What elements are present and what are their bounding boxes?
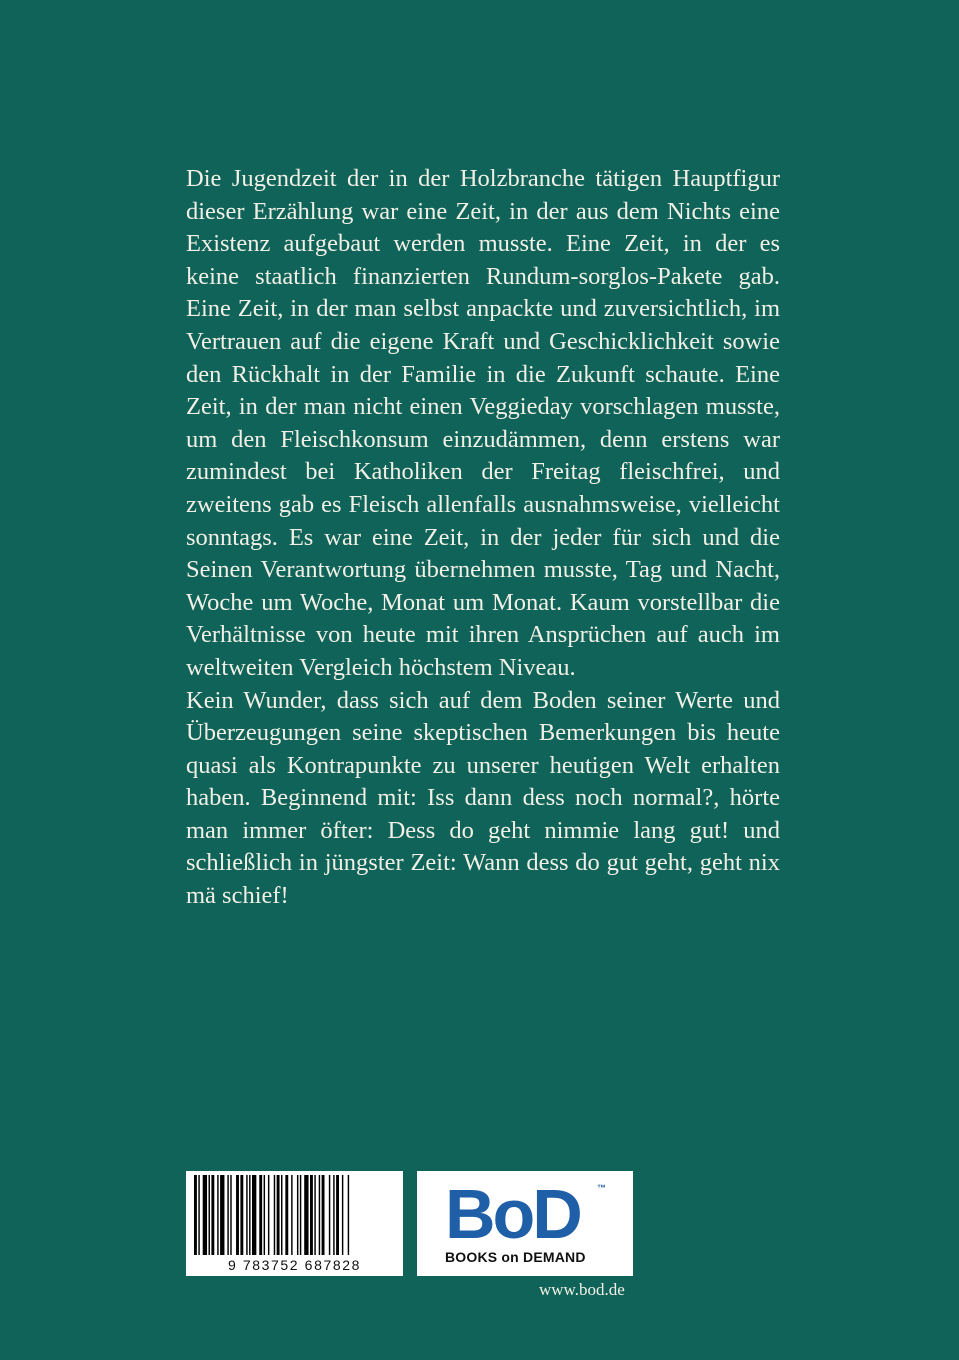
blurb-paragraph-2: Kein Wunder, dass sich auf dem Boden seiner Werte und Überzeugungen seine skeptischen Bemerkungen bis heute quasi als Kontrapunkte zu unserer heutigen Welt erhalten haben. Beginnend mit: Iss dann dess noch normal?, hörte man immer öfter: Dess do geht nimmie lang gut! und schließlich in jüngster Zeit: Wann dess do gut geht, geht nix mä schief! [186,686,780,910]
trademark-symbol: ™ [597,1183,606,1193]
barcode-bar [291,1175,292,1255]
barcode-bar [198,1175,199,1255]
blurb-paragraph-1: Die Jugendzeit der in der Holzbranche tätigen Hauptfigur dieser Erzählung war eine Zeit, in der aus dem Nichts eine Existenz aufgebaut werden musste. Eine Zeit, in der es keine staatlich finanzierten Rundum-sorglos-Pakete gab. Eine Zeit, in der man selbst anpackte und zuversichtlich, im Vertrauen auf die eigene Kraft und Geschicklichkeit sowie den Rückhalt in der Familie in die Zukunft schaute. Eine Zeit, in der man nicht einen Veggieday vorschlagen musste, um den Fleischkonsum einzudämmen, denn erstens war zumindest bei Katholiken der Freitag fleischfrei, und zweitens gab es Fleisch allenfalls ausnahmsweise, vielleicht sonntags. Es war eine Zeit, in der jeder für sich und die Seinen Verantwortung übernehmen musste, Tag und Nacht, Woche um Woche, Monat um Monat. Kaum vorstellbar die Verhältnisse von heute mit ihren Ansprüchen auf auch im weltweiten Vergleich höchstem Niveau. [186,165,780,681]
barcode-bar [268,1175,269,1255]
barcode-bar [300,1175,301,1255]
barcode-bar [230,1175,231,1255]
barcode-bar [319,1175,320,1255]
isbn-barcode [186,1171,403,1276]
barcode-bar [203,1175,207,1255]
barcode-bar [240,1175,243,1255]
back-cover-blurb [186,163,780,913]
barcode-bar [297,1175,298,1255]
barcode-bar [264,1175,265,1255]
barcode-bar [252,1175,256,1255]
barcode-bar [211,1175,214,1255]
barcode-bar [246,1175,247,1255]
publisher-url: www.bod.de [539,1280,625,1299]
barcode-bar [259,1175,262,1255]
barcode-bar [342,1175,343,1255]
barcode-bar [217,1175,218,1255]
barcode-bar [336,1175,339,1255]
bod-logo-box [417,1171,633,1276]
barcode-bars [194,1175,395,1255]
barcode-bar [322,1175,325,1255]
barcode-bar [310,1175,313,1255]
barcode-bar [348,1175,349,1255]
barcode-bar [304,1175,308,1255]
barcode-bar [220,1175,224,1255]
barcode-bar [281,1175,282,1255]
barcode-bar [274,1175,275,1255]
isbn-number: 9 783752 687828 [228,1257,361,1273]
barcode-bar [285,1175,288,1255]
barcode-bar [329,1175,330,1255]
barcode-bar [277,1175,280,1255]
bod-logo: BoD [445,1175,580,1253]
barcode-bar [249,1175,250,1255]
barcode-bar [209,1175,210,1255]
barcode-bar [236,1175,239,1255]
bod-tagline: BOOKS on DEMAND [445,1249,586,1265]
barcode-bar [194,1175,197,1255]
barcode-bar [333,1175,334,1255]
barcode-bar [314,1175,315,1255]
barcode-bar [227,1175,228,1255]
